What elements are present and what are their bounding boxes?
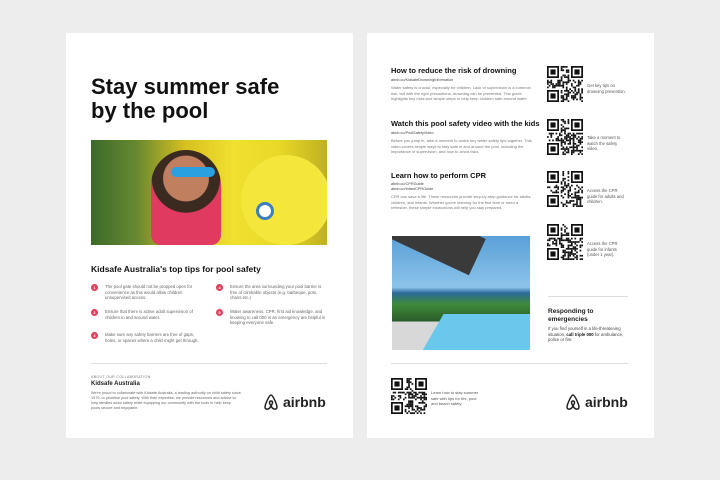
tip-item: 5 Water awareness, CPR, first aid knowledge, and knowing to call 000 in an emergency are helpful in keeping everyone safe. [216, 309, 326, 326]
tip-item: 2 Ensure that there is active adult supervision of children in and around water. [91, 309, 201, 320]
link[interactable]: abnb.co/PoolSafetyVideo [391, 131, 434, 135]
divider [548, 296, 628, 297]
qr-code[interactable] [547, 66, 583, 102]
tip-item: 4 Ensure the area surrounding your pool barrier is free of climbable objects (e.g. barbeque, pots, chairs etc.) [216, 284, 326, 301]
about-text: We're proud to collaborate with Kidsafe Australia, a leading authority on child safety since 1979, to prioritise pool safety. With their expertise, we provide resources and advice to help families swim safely while equipping our community with the tools to help keep pools secure and enjoyable. [91, 391, 241, 410]
tips-heading: Kidsafe Australia's top tips for pool safety [91, 264, 261, 274]
qr-code[interactable] [547, 224, 583, 260]
section-video: Watch this pool safety video with the kids abnb.co/PoolSafetyVideo Before you jump in, take a moment to watch key water safety tips together. This video covers simple ways to stay safe in and around the pool, including the importance of supervision, and how to avoid risks. [391, 119, 540, 154]
airbnb-logo: airbnb [263, 393, 326, 411]
section-cpr: Learn how to perform CPR abnb.co/CPRGuide abnb.co/InfantCPRGuide CPR can save a life. These resources provide step-by-step guidance for adults, children, and infants. Whether you're learning for the first time or need a refresher, these simple instructions will help you stay prepared. [391, 171, 536, 211]
qr-label: Take a moment to watch the safety video. [587, 135, 621, 152]
link[interactable]: abnb.co/CPRGuide [391, 182, 424, 186]
link[interactable]: abnb.co/InfantCPRGuide [391, 187, 434, 191]
emergency-title: Responding to emergencies [548, 308, 594, 323]
tip-item: 3 Make sure any safety barriers are free of gaps, holes, or spaces where a child might get through. [91, 332, 201, 343]
qr-code[interactable] [547, 171, 583, 207]
tip-item: 1 The pool gate should not be propped open for convenience as this would allow children unsupervised access. [91, 284, 201, 301]
qr-code[interactable] [547, 119, 583, 155]
emergency-text: If you find yourself in a life-threatening situation, call triple 000 for ambulance, police or fire. [548, 326, 624, 343]
divider [391, 363, 628, 364]
qr-label: Access the CPR guide for infants (under 1 year). [587, 241, 618, 258]
section-drowning: How to reduce the risk of drowning abnb.co/KidsafeDrowningInformation Water safety is crucial, especially for children. Lack of supervision is a common risk, but with the right precautions, drowning can be prevented. This guide highlights key risks and simple steps to help keep children safe around water. [391, 66, 536, 102]
left-page [66, 33, 353, 438]
hero-image [91, 140, 327, 245]
divider [91, 363, 327, 364]
airbnb-icon [565, 393, 581, 411]
airbnb-icon [263, 393, 279, 411]
airbnb-logo: airbnb [565, 393, 628, 411]
qr-label: Get key tips on drowning prevention. [587, 83, 626, 94]
qr-label: Learn how to stay summer safe with tips for fire, pool and beach safety. [431, 390, 479, 407]
about-title: Kidsafe Australia [91, 381, 140, 387]
pool-photo [392, 236, 530, 350]
page-title: Stay summer safe by the pool [91, 74, 280, 123]
about-label: ABOUT OUR COLLABORATION [91, 375, 151, 379]
qr-code[interactable] [391, 378, 427, 414]
qr-label: Access the CPR guide for adults and children. [587, 188, 624, 205]
right-page [367, 33, 654, 438]
link[interactable]: abnb.co/KidsafeDrowningInformation [391, 78, 454, 82]
